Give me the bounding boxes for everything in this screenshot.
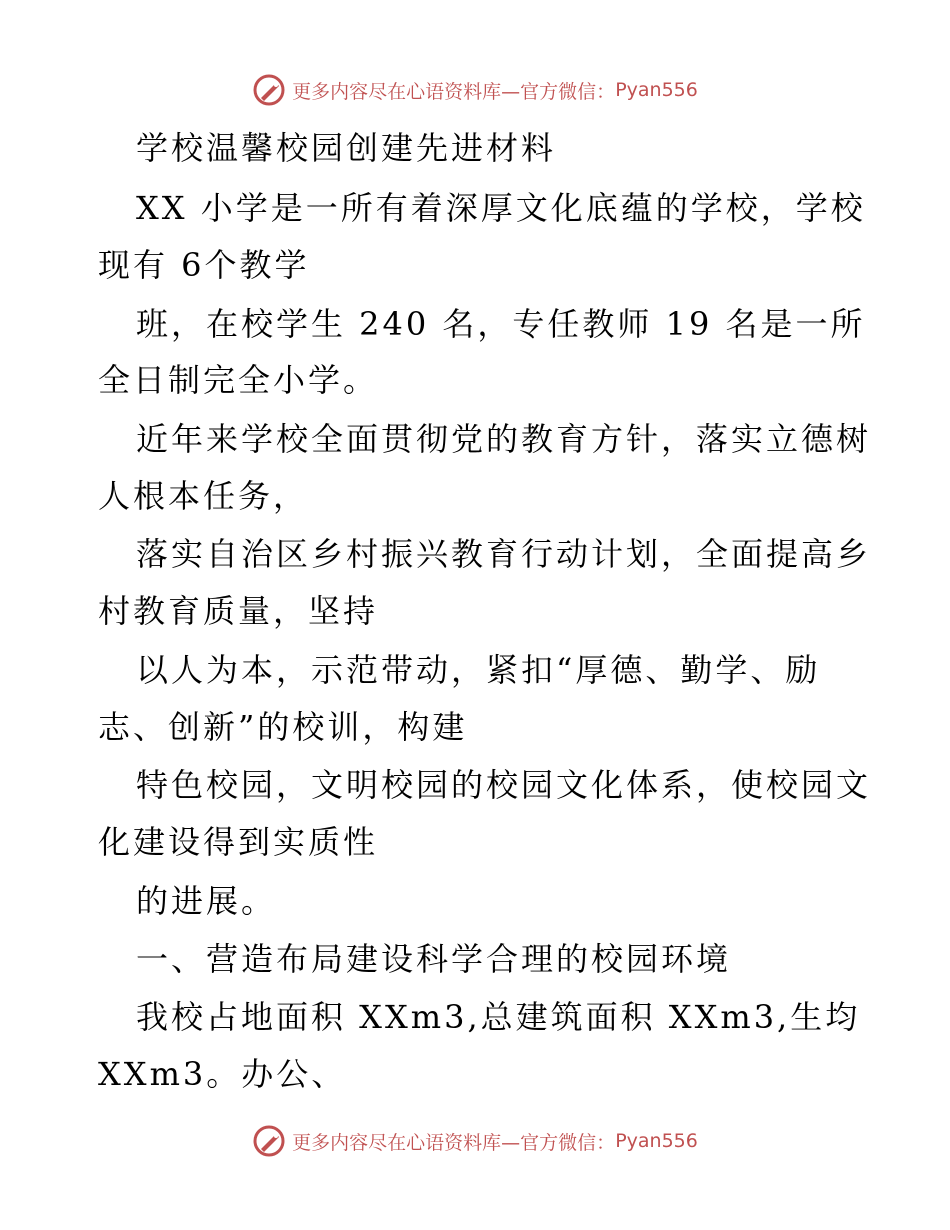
paragraph-line: 班，在校学生 240 名，专任教师 19 名是一所 xyxy=(136,305,866,343)
paragraph-line: XX 小学是一所有着深厚文化底蕴的学校，学校 xyxy=(136,189,866,227)
footer-banner xyxy=(0,1121,950,1161)
document-title: 学校温馨校园创建先进材料 xyxy=(136,129,557,167)
paragraph-line: XXm3。办公、 xyxy=(98,1055,347,1093)
banner-site-text: 更多内容尽在心语资料库 xyxy=(292,80,502,103)
banner-site-text: 更多内容尽在心语资料库 xyxy=(292,1131,502,1154)
paragraph-line: 落实自治区乡村振兴教育行动计划，全面提高乡 xyxy=(136,535,872,573)
header-banner xyxy=(0,70,950,110)
banner-wechat-id: Pyan556 xyxy=(615,79,698,101)
banner-official-text: —官方微信： xyxy=(501,80,616,103)
paragraph-line: 化建设得到实质性 xyxy=(98,823,379,861)
paragraph-line: 志、创新”的校训，构建 xyxy=(98,708,468,746)
paragraph-line: 的进展。 xyxy=(136,882,277,920)
paragraph-line: 全日制完全小学。 xyxy=(98,361,379,399)
paragraph-line: 特色校园，文明校园的校园文化体系，使校园文 xyxy=(136,766,872,804)
paragraph-line: 我校占地面积 XXm3,总建筑面积 XXm3,生均 xyxy=(136,998,861,1036)
paragraph-line: 近年来学校全面贯彻党的教育方针，落实立德树 xyxy=(136,420,872,458)
banner-wechat-id: Pyan556 xyxy=(615,1130,698,1152)
paragraph-line: 现有 6个教学 xyxy=(98,246,310,284)
pen-nib-logo-icon xyxy=(252,73,286,107)
paragraph-line: 人根本任务， xyxy=(98,477,309,515)
paragraph-line: 村教育质量，坚持 xyxy=(98,592,379,630)
section-heading: 一、营造布局建设科学合理的校园环境 xyxy=(136,940,732,978)
pen-nib-logo-icon xyxy=(252,1124,286,1158)
paragraph-line: 以人为本，示范带动，紧扣“厚德、勤学、励 xyxy=(136,651,821,689)
banner-official-text: —官方微信： xyxy=(501,1131,616,1154)
